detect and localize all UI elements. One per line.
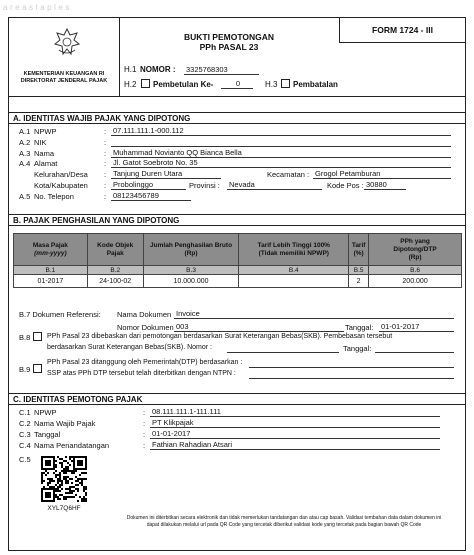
- kelurahan-label: Kelurahan/Desa: [34, 170, 88, 179]
- section-b-title: B. PAJAK PENGHASILAN YANG DIPOTONG: [13, 216, 180, 225]
- b8-skb-nomor-field: [227, 343, 339, 353]
- footer-note-1: Dokumen ini diterbitkan secara elektronik dan tidak memerlukan tandatangan dan atau cap basah. Validasi tembahan data dalam dokumen ini: [126, 515, 442, 521]
- c3-number: C.3: [19, 430, 31, 439]
- section-c-title: C. IDENTITAS PEMOTONG PAJAK: [13, 395, 143, 404]
- c-tanggal-field: 01-01-2017: [150, 429, 440, 439]
- a-telepon-field: 08123456789: [111, 191, 191, 201]
- document-frame: KEMENTERIAN KEUANGAN RI DIREKTORAT JENDERAL PAJAK BUKTI PEMOTONGAN PPh PASAL 23 FORM 1724 - III H.1 NOMOR : 3325768303 H.2 Pembetulan Ke- 0 H.3 Pembatalan A. IDENTITAS WAJIB PAJAK YANG DIPOTONG A.1 NPWP : 07.111.111.1-000.112 A.2 NIK : A.3 Nama : Muhammad Novianto QQ Bianca Bella A.4 Alamat : Jl. Gatot Soebroto No. 35 Kelurahan/Desa : Tanjung Duren Utara Kecamatan : Grogol Petamburan Kota/Kabupaten : Probolinggo Provinsi : Nevada Kode Pos : 30880 A.5 No. Telepon : 08123456789 B. PAJAK PENGHASILAN YANG DIPOTONG Masa Pajak (mm-yyyy) Kode Objek Pajak Jumlah Penghasilan Bruto (Rp) Tarif Lebih Tinggi 100% (Tidak memiliki NPWP) Tarif (%) PPh yang Dipotong/DTP (Rp) B.1 B.2 B.3 B.4 B.5 B.6 01-2017 24-100-02 10.000.000 2 200.000 B.7 Dokumen Referensi: Nama Dokumen Invoice Nomor Dokumen 003 Tanggal: 01-01-2017 B.8 PPh Pasal 23 dibebaskan dari pemotongan berdasarkan Surat Keterangan Bebas(SKB). Pembebasan tersebut berdasarkan Surat Keterangan Bebas(SKB). Nomor : Tanggal: B.9 PPh Pasal 23 ditanggung oleh Pemerintah(DTP) berdasarkan : SSP atas PPh DTP tersebut telah diterbitkan dengan NTPN : C. IDENTITAS PEMOTONG PAJAK C.1 NPWP : 08.111.111.1-111.111 C.2 Nama Wajib Pajak : PT Klikpajak C.3 Tanggal : 01-01-2017 C.4 Nama Penandatangan : Fathian Rahadian Atsari C.5 XYL7Q6HF Dokumen ini diterbitkan secara elektronik dan tidak memerlukan tandatangan dan atau cap basah. Validasi tembahan data dalam dokumen ini dapat dilakukan melalui url pada QR Code yang tercetak diberikut validasi kode yang tercetak pada bagian bawah QR Code: [8, 17, 466, 551]
- watermark-text: areastaples: [3, 3, 72, 12]
- a4-label: Alamat: [34, 159, 58, 168]
- cell-tarif: 2: [349, 275, 369, 288]
- ministry-line2: DIREKTORAT JENDERAL PAJAK: [20, 78, 108, 84]
- c2-number: C.2: [19, 419, 31, 428]
- num-b1: B.1: [14, 266, 88, 275]
- b9-dasar-field: [249, 358, 454, 368]
- c1-number: C.1: [19, 408, 31, 417]
- section-a-title: A. IDENTITAS WAJIB PAJAK YANG DIPOTONG: [13, 114, 191, 123]
- c1-label: NPWP: [34, 408, 57, 417]
- a5-number: A.5: [19, 192, 31, 201]
- form-number: FORM 1724 - III: [372, 25, 433, 35]
- col-masa-header: Masa Pajak (mm-yyyy): [14, 234, 88, 266]
- col-tarif-header: Tarif (%): [349, 234, 369, 266]
- footer-note-2: dapat dilakukan melalui url pada QR Code yang tercetak diberikut validasi kode yang tercetak pada bagian bawah QR Code: [146, 522, 422, 528]
- b9-checkbox[interactable]: [33, 364, 42, 373]
- a2-label: NIK: [34, 138, 47, 147]
- c-npwp-field: 08.111.111.1-111.111: [150, 407, 440, 417]
- h2-label: H.2: [124, 80, 137, 89]
- num-b2: B.2: [87, 266, 143, 275]
- cell-tarif-lebih: [239, 275, 349, 288]
- col-jumlah-header: Jumlah Penghasilan Bruto (Rp): [143, 234, 239, 266]
- b9-ntpn-field: [249, 369, 454, 379]
- a5-label: No. Telepon: [34, 192, 74, 201]
- h3-label: H.3: [265, 80, 278, 89]
- a-kecamatan-field: Grogol Petamburan: [313, 169, 451, 179]
- b8-checkbox[interactable]: [33, 332, 42, 341]
- c-nama-field: PT Klikpajak: [150, 418, 440, 428]
- provinsi-label: Provinsi :: [189, 181, 220, 190]
- c2-label: Nama Wajib Pajak: [34, 419, 96, 428]
- nomor-field: 3325768303: [184, 65, 259, 75]
- b8-text1: PPh Pasal 23 dibebaskan dari pemotongan berdasarkan Surat Keterangan Bebas(SKB). Pembebasan tersebut: [47, 333, 393, 340]
- c-penandatangan-field: Fathian Rahadian Atsari: [150, 440, 440, 450]
- table-row: [14, 275, 462, 288]
- col-kode-header: Kode Objek Pajak: [87, 234, 143, 266]
- a1-number: A.1: [19, 127, 31, 136]
- a3-number: A.3: [19, 149, 31, 158]
- doc-subtitle: PPh PASAL 23: [199, 42, 259, 52]
- garuda-emblem-icon: [53, 27, 81, 57]
- column-number-row: [14, 266, 462, 275]
- nomor-dokumen-label: Nomor Dokumen: [117, 323, 174, 332]
- b9-text1: PPh Pasal 23 ditanggung oleh Pemerintah(DTP) berdasarkan :: [47, 359, 243, 366]
- a-alamat-field: Jl. Gatot Soebroto No. 35: [111, 158, 451, 168]
- cell-jumlah: 10.000.000: [143, 275, 239, 288]
- a-kodepos-field: 30880: [364, 180, 406, 190]
- b8-text2: berdasarkan Surat Keterangan Bebas(SKB). Nomor :: [47, 344, 212, 351]
- num-b4: B.4: [239, 266, 349, 275]
- b7-label: B.7 Dokumen Referensi:: [19, 310, 101, 319]
- b8-tanggal-label: Tanggal:: [343, 344, 372, 353]
- kodepos-label: Kode Pos :: [327, 181, 364, 190]
- a-kota-field: Probolinggo: [111, 180, 186, 190]
- a1-label: NPWP: [34, 127, 57, 136]
- nomor-dokumen-field: 003: [174, 322, 344, 332]
- c4-label: Nama Penandatangan: [34, 441, 110, 450]
- cell-pph: 200.000: [369, 275, 462, 288]
- nomor-label: NOMOR :: [140, 65, 176, 74]
- col-tarif-lebih-header: Tarif Lebih Tinggi 100% (Tidak memiliki NPWP): [239, 234, 349, 266]
- a-nik-field: [111, 137, 451, 147]
- dokumen-tanggal-label: Tanggal:: [345, 323, 374, 332]
- a-npwp-field: 07.111.111.1-000.112: [111, 126, 451, 136]
- num-b3: B.3: [143, 266, 239, 275]
- a-provinsi-field: Nevada: [227, 180, 322, 190]
- a-kelurahan-field: Tanjung Duren Utara: [111, 169, 221, 179]
- num-b6: B.6: [369, 266, 462, 275]
- cell-masa: 01-2017: [14, 275, 88, 288]
- pembatalan-checkbox[interactable]: [281, 79, 290, 88]
- pph-table: [13, 233, 462, 288]
- c5-number: C.5: [19, 455, 31, 464]
- h1-label: H.1: [124, 65, 137, 74]
- a-nama-field: Muhammad Novianto QQ Bianca Bella: [111, 148, 451, 158]
- pembetulan-field: 0: [221, 79, 253, 89]
- qr-code-label: XYL7Q6HF: [47, 505, 81, 512]
- nama-dokumen-field: Invoice: [174, 309, 454, 319]
- col-pph-header: PPh yang Dipotong/DTP (Rp): [369, 234, 462, 266]
- c4-number: C.4: [19, 441, 31, 450]
- ministry-line1: KEMENTERIAN KEUANGAN RI: [23, 71, 105, 77]
- pembetulan-label: Pembetulan Ke-: [153, 80, 214, 89]
- b8-tanggal-field: [375, 343, 454, 353]
- num-b5: B.5: [349, 266, 369, 275]
- b9-label: B.9: [19, 365, 31, 374]
- a4-number: A.4: [19, 159, 31, 168]
- pembetulan-checkbox[interactable]: [141, 79, 150, 88]
- b8-label: B.8: [19, 333, 31, 342]
- cell-kode: 24-100-02: [87, 275, 143, 288]
- dokumen-tanggal-field: 01-01-2017: [379, 322, 454, 332]
- a2-number: A.2: [19, 138, 31, 147]
- c3-label: Tanggal: [34, 430, 61, 439]
- pembatalan-label: Pembatalan: [293, 80, 338, 89]
- doc-title: BUKTI PEMOTONGAN: [183, 32, 275, 42]
- kota-label: Kota/Kabupaten: [34, 181, 88, 190]
- a3-label: Nama: [34, 149, 55, 158]
- qr-code-icon: [41, 456, 87, 502]
- kecamatan-label: Kecamatan :: [267, 170, 310, 179]
- b9-text2: SSP atas PPh DTP tersebut telah diterbitkan dengan NTPN :: [47, 370, 236, 377]
- nama-dokumen-label: Nama Dokumen: [117, 310, 172, 319]
